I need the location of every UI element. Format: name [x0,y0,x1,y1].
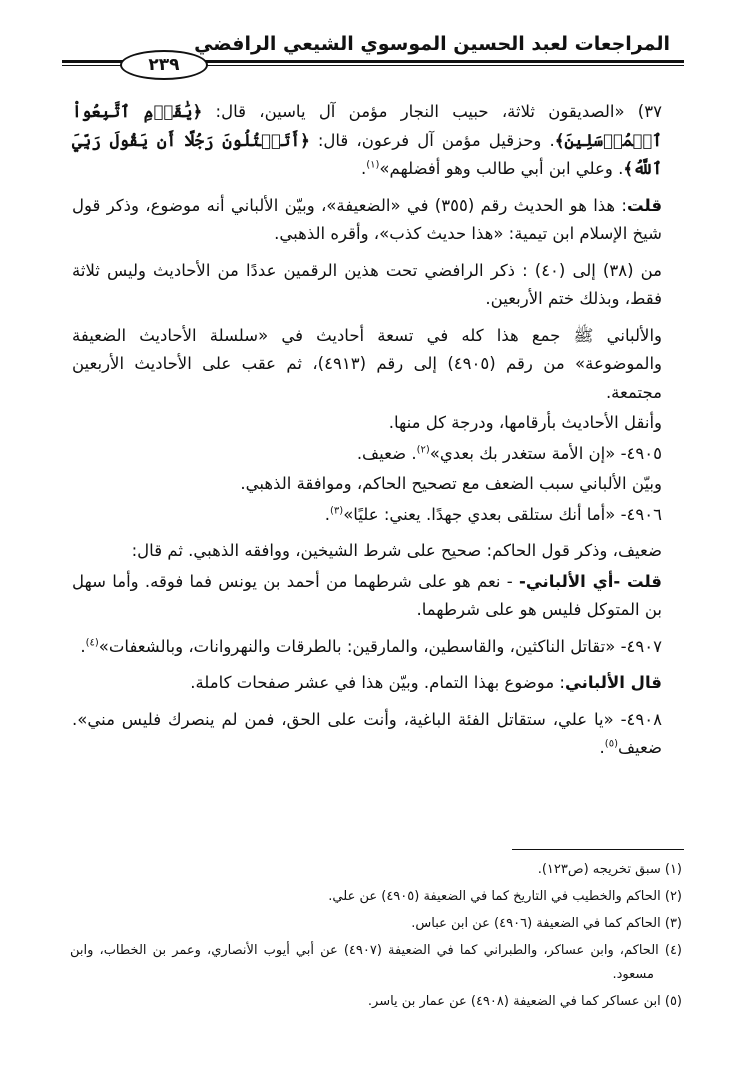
footnote-1: (١) سبق تخريجه (ص١٢٣). [537,862,682,877]
footnotes [70,858,682,1017]
hadith-4908-paragraph [72,706,684,763]
qult-text-1: : هذا هو الحديث رقم (٣٥٥) في «الضعيفة»، وبيّن الألباني أنه موضوع، وذكر قول شيخ الإسلام ابن تيمية: «هذا حديث كذب»، وأقره الذهبي. [72,195,662,243]
comment-paragraph-1 [72,192,684,249]
daif-paragraph: ضعيف، وذكر قول الحاكم: صحيح على شرط الشيخين، ووافقه الذهبي. ثم قال: [131,541,662,560]
footnote-ref-3[interactable]: (٣) [330,505,344,516]
qult-label-2: قلت -أي الألباني- [519,571,662,591]
hadith-4906-text: ٤٩٠٦- «أما أنك ستلقى بعدي جهدًا. يعني: عليًا» [343,504,662,524]
footnote-ref-5[interactable]: (٥) [604,738,618,750]
hadith-37-text-c: . وعلي ابن أبي طالب وهو أفضلهم» [379,159,624,178]
hadith-4905-paragraph [72,440,684,469]
naql-paragraph: وأنقل الأحاديث بأرقامها، ودرجة كل منها. [388,413,662,432]
hadith-4908-text: ٤٩٠٨- «يا علي، ستقاتل الفئة الباغية، وأنت على الحق، فمن لم ينصرك فليس مني». ضعيف [72,709,662,757]
quran-verse-1: ﴿يَٰقَوۡمِ ٱتَّبِعُواْ ٱلۡمُرۡسَلِينَ﴾ [72,102,662,150]
page-number: ٢٣٩ [120,50,208,80]
footnote-separator [512,849,684,850]
hadith-38-40-paragraph: من (٣٨) إلى (٤٠) : ذكر الرافضي تحت هذين الرقمين عددًا من الأحاديث وليس ثلاثة فقط، وبذلك ختم الأربعين. [72,260,662,308]
hadith-4908-end: . [599,738,605,757]
hadith-37-end: . [360,159,367,178]
footnote-ref-2[interactable]: (٢) [416,444,430,455]
hadith-4907-end: . [80,636,86,656]
footnote-ref-1[interactable]: (١) [366,159,380,171]
footnote-5: (٥) ابن عساكر كما في الضعيفة (٤٩٠٨) عن عمار بن ياسر. [367,994,682,1009]
quran-verse-2: ﴿أَتَقۡتُلُونَ رَجُلًا أَن يَقُولَ رَبِّيَ ٱللَّهُ﴾ [72,130,662,178]
footnote-ref-4[interactable]: (٤) [85,637,99,648]
footnote-2: (٢) الحاكم والخطيب في التاريخ كما في الضعيفة (٤٩٠٥) عن علي. [328,889,682,904]
hadith-4905-grade: . ضعيف. [356,443,417,463]
hadith-4905-text: ٤٩٠٥- «إن الأمة ستغدر بك بعدي» [429,443,662,463]
running-header-title: المراجعات لعبد الحسين الموسوي الشيعي الرافضي [194,33,670,55]
hadith-4906-end: . [324,504,331,524]
footnote-4: (٤) الحاكم، وابن عساكر، والطبراني كما في الضعيفة (٤٩٠٧) عن أبي أيوب الأنصاري، وعمر بن الخطاب، وابن مسعود. [70,943,682,982]
comment-paragraph-2 [72,568,684,625]
hadith-4907-paragraph [72,633,684,662]
albani-verdict-paragraph [72,669,684,698]
hadith-37-paragraph [72,98,684,184]
hadith-4907-text: ٤٩٠٧- «تقاتل الناكثين، والقاسطين، والمارقين: بالطرقات والنهروانات، وبالشعفات» [98,636,662,656]
qult-text-2: - نعم هو على شرطهما من أحمد بن يونس فما فوقه. وأما سهل بن المتوكل فليس هو على شرطهما. [72,571,662,619]
hadith-37-text-a: ٣٧) «الصديقون ثلاثة، حبيب النجار مؤمن آل ياسين، قال: [202,102,662,121]
hadith-4906-paragraph [72,501,684,530]
hadith-37-text-b: . وحزقيل مؤمن آل فرعون، قال: [309,130,555,150]
qult-label-1: قلت [627,195,663,215]
qal-text: : موضوع بهذا التمام. وبيّن هذا في عشر صفحات كاملة. [190,673,565,692]
footnote-3: (٣) الحاكم كما في الضعيفة (٤٩٠٦) عن ابن عباس. [411,916,682,931]
bayyan-paragraph: وبيّن الألباني سبب الضعف مع تصحيح الحاكم، وموافقة الذهبي. [240,474,662,493]
albani-paragraph: والألباني ﷺ جمع هذا كله في تسعة أحاديث في «سلسلة الأحاديث الضعيفة والموضوعة» من رقم (٤٩٠٥) إلى رقم (٤٩١٣)، ثم عقب على الأحاديث الأربعين مجتمعة. [72,325,663,402]
body-text [72,98,684,771]
qal-label: قال الألباني [564,673,662,692]
